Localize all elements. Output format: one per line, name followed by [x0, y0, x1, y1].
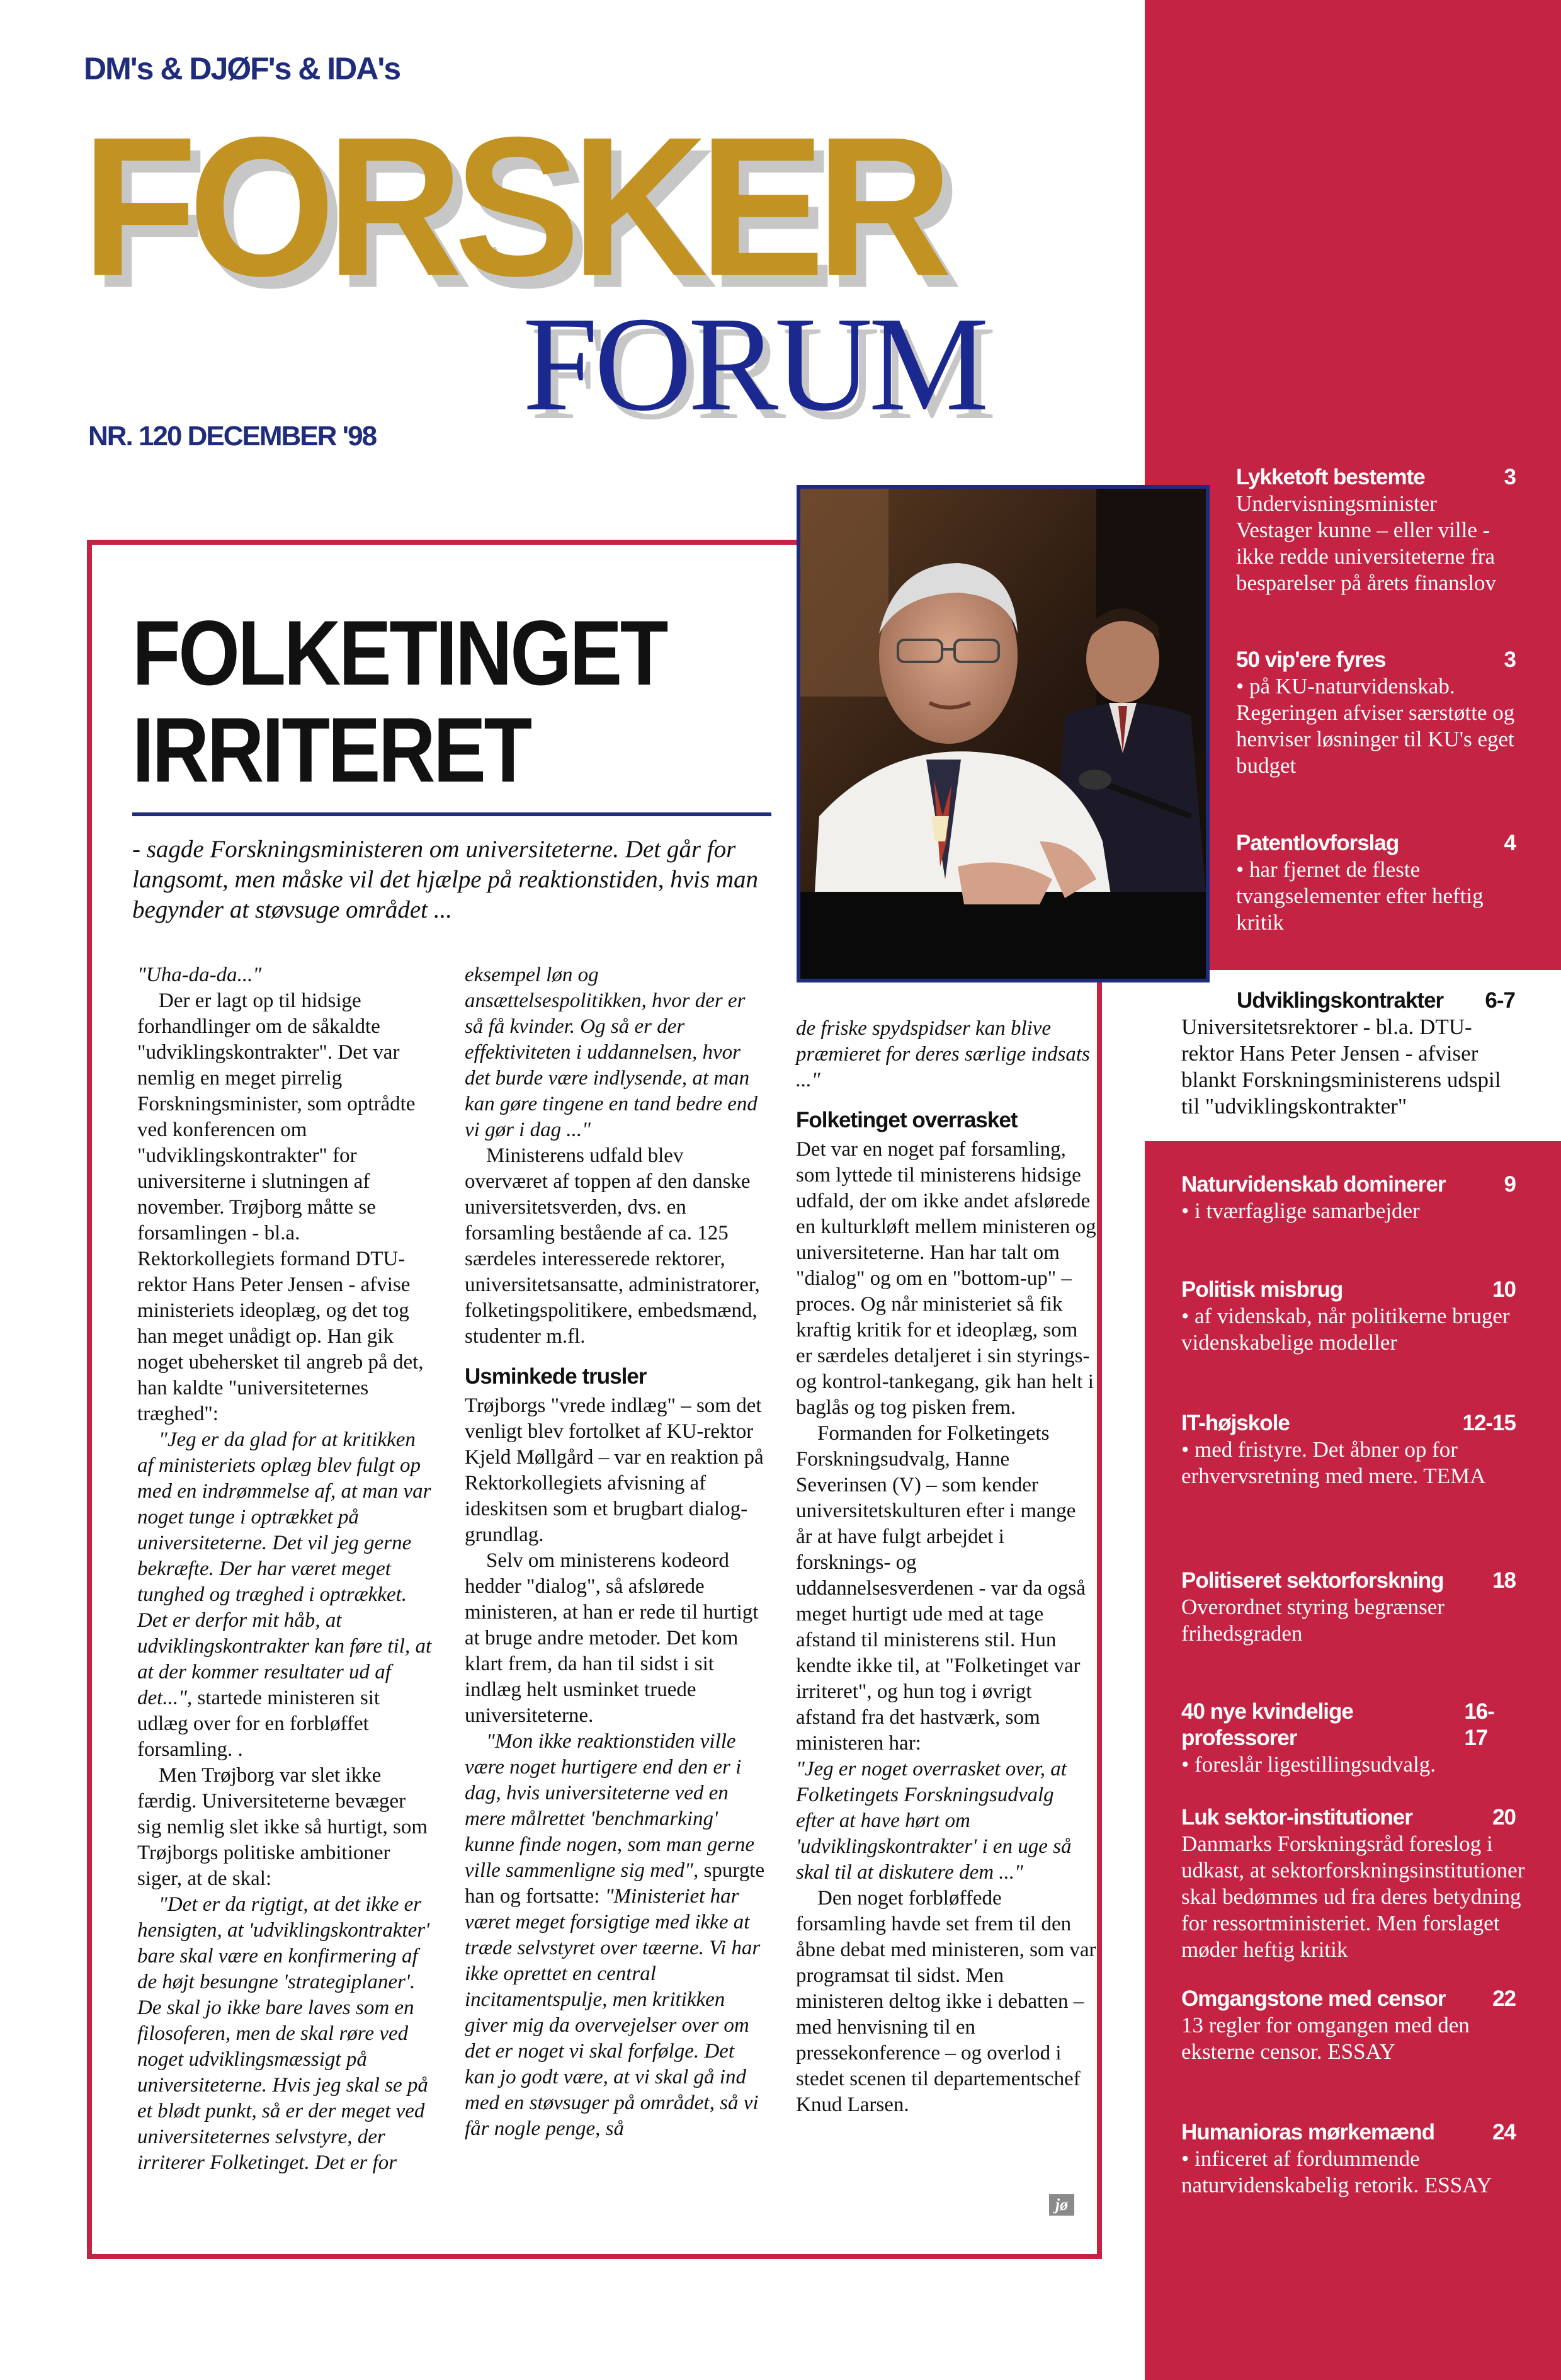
author-signature: jø	[1049, 2194, 1074, 2216]
toc-page: 9	[1504, 1172, 1516, 1197]
paragraph: Den noget forbløffede forsamling havde set frem til den åbne debat med ministeren, som var programsat til sidst. Men ministeren deltog ikke i debatten – med henvisning til en pressekonference – og overlod i stedet scenen til departementschef Knud Larsen.	[796, 1887, 1096, 2116]
toc-title: 50 vip'ere fyres	[1236, 647, 1386, 672]
paragraph: Ministerens udfald blev overværet af toppen af den danske universitetsverden, dvs. en forsamling bestående af ca. 125 særdeles interesserede rektorer, universitetsansatte, administratorer, folketingspolitikere, embedsmænd, studenter m.fl.	[465, 1144, 760, 1348]
headline-divider	[132, 812, 771, 816]
toc-page: 4	[1504, 831, 1516, 855]
publisher-line: DM's & DJØF's & IDA's	[84, 51, 400, 86]
toc-entry[interactable]	[1236, 647, 1516, 779]
toc-page: 22	[1492, 1986, 1516, 2011]
logo-forsker: FORSKER	[82, 95, 944, 317]
toc-desc: • af videnskab, når politikerne bruger videnskabelige modeller	[1181, 1304, 1510, 1355]
toc-title: Humanioras mørkemænd	[1181, 2120, 1435, 2144]
toc-entry[interactable]	[1181, 1699, 1516, 1778]
paragraph-text: startede ministeren sit udlæg over for en forbløffet forsamling. .	[137, 1687, 380, 1761]
quote: "Ministeriet har været meget forsigtige med ikke at træde selvstyret over tæerne. Vi har ikke oprettet en central incitamentspulje, men kritikken giver mig da overvejelser over om det er noget vi skal forfølge. Det kan jo godt være, at vi skal gå ind med en støvsuger på området, så vi får nogle penge, så	[465, 1885, 761, 2140]
toc-desc: Universitetsrektorer - bl.a. DTU-rektor Hans Peter Jensen - afviser blankt Forskningsministerens udspil til "udviklingskontrakter"	[1181, 1015, 1501, 1119]
toc-page: 16-17	[1464, 1699, 1494, 1750]
article-column-3	[796, 1016, 1096, 2118]
toc-title: Patentlovforslag	[1236, 831, 1399, 855]
toc-page: 12-15	[1462, 1411, 1516, 1435]
toc-title: Omgangstone med censor	[1181, 1986, 1446, 2011]
minister-photo	[797, 485, 1210, 982]
article-column-1	[137, 962, 432, 2176]
toc-entry[interactable]	[1181, 1804, 1534, 1963]
toc-desc: Overordnet styring begrænser frihedsgraden	[1181, 1595, 1445, 1646]
toc-desc: • foreslår ligestillingsudvalg.	[1181, 1752, 1436, 1777]
toc-entry[interactable]	[1181, 1410, 1516, 1489]
toc-entry[interactable]	[1181, 1986, 1516, 2065]
toc-desc: • inficeret af fordummende naturvidenskabelig retorik. ESSAY	[1181, 2146, 1492, 2197]
paragraph: Der er lagt op til hidsige forhandlinger om de såkaldte "udviklingskontrakter". Det var nemlig en meget pirrelig Forskningsminister, som optrådte ved konferencen om "udviklingskontrakter" for universiterne i slutningen af november. Trøjborg måtte se forsamlingen - bl.a. Rektorkollegiets formand DTU-rektor Hans Peter Jensen - afvise ministeriets ideoplæg, og det tog han meget unådigt op. Han gik noget ubehersket til angreb på det, han kaldte "universiteternes træghed":	[137, 989, 424, 1425]
toc-page: 6-7	[1485, 988, 1515, 1013]
toc-entry[interactable]	[1181, 2119, 1516, 2199]
toc-title: 40 nye kvindelige professorer	[1181, 1699, 1353, 1750]
toc-title: Politiseret sektorforskning	[1181, 1568, 1444, 1593]
toc-entry[interactable]	[1181, 1171, 1516, 1224]
paragraph: Det var en noget paf forsamling, som lyttede til ministerens hidsige udfald, der om ikke andet afslørede en kulturkløft mellem ministeren og universiteterne. Han har talt om "dialog" og om en "bottom-up" – proces. Og når ministeriet så fik kraftig kritik for et ideoplæg, som er særdeles detaljeret i sin styrings- og kontrol-tankegang, gik han helt i baglås og tog pisken frem.	[796, 1138, 1096, 1419]
toc-title: Naturvidenskab dominerer	[1181, 1172, 1446, 1197]
paragraph: Formanden for Folketingets Forskningsudvalg, Hanne Severinsen (V) – som kender universitetskulturen efter i mange år at have fulgt arbejdet i forsknings- og uddannelsesverdenen - var da også meget hurtigt ude med at tage afstand til ministerens stil. Hun kendte ikke til, at "Folketinget var irriteret", og hun tog i øvrigt afstand fra det hastværk, som ministeren har:	[796, 1422, 1086, 1755]
paragraph: Men Trøjborg var slet ikke færdig. Universiteterne bevæger sig nemlig slet ikke så hurtigt, som Trøjborgs politiske ambitioner siger, at de skal:	[137, 1764, 428, 1890]
toc-page: 3	[1504, 465, 1516, 489]
paragraph: Selv om ministerens kodeord hedder "dialog", så afslørede ministeren, at han er rede til hurtigt at bruge andre metoder. Det kom klart frem, da han til sidst i sit indlæg helt usminket truede universiteterne.	[465, 1549, 759, 1727]
toc-desc: • i tværfaglige samarbejder	[1181, 1199, 1420, 1223]
toc-page: 24	[1492, 2120, 1516, 2144]
toc-page: 10	[1492, 1277, 1516, 1302]
quote: "Mon ikke reaktionstiden ville være noget hurtigere end den er i dag, hvis universiteterne ved en mere målrettet 'benchmarking' kunne finde nogen, som man gerne ville sammenligne sig med",	[465, 1730, 755, 1882]
toc-title: Politisk misbrug	[1181, 1277, 1343, 1302]
quote: "Jeg er noget overrasket over, at Folketingets Forskningsudvalg efter at have hørt om 'udviklingskontrakter' i en uge så skal til at diskutere dem ..."	[796, 1758, 1072, 1884]
quote: de friske spydspidser kan blive præmieret for deres særlige indsats ..."	[796, 1017, 1090, 1091]
toc-page: 18	[1492, 1568, 1516, 1593]
paragraph-text: spurgte han og fortsatte:	[465, 1859, 765, 1908]
paragraph: Trøjborgs "vrede indlæg" – som det venligt blev fortolket af KU-rektor Kjeld Møllgård – var en reaktion på Rektorkollegiets afvisning af ideskitsen som et brugbart dialog-grundlag.	[465, 1394, 764, 1546]
quote: "Det er da rigtigt, at det ikke er hensigten, at 'udviklingskontrakter' bare skal være en konfirmering af de højt besungne 'strategiplaner'. De skal jo ikke bare laves som en filosoferen, men de skal røre ved noget udviklingsmæssigt på universiteterne. Hvis jeg skal se på et blødt punkt, så er der meget ved universiteternes selvstyre, der irriterer Folketinget. Det er for	[137, 1893, 430, 2174]
toc-desc: • med fristyre. Det åbner op for erhvervsretning med mere. TEMA	[1181, 1437, 1486, 1488]
toc-desc: • på KU-naturvidenskab. Regeringen afviser særstøtte og henviser løsninger til KU's eget budget	[1236, 674, 1515, 778]
quote: eksempel løn og ansættelsespolitikken, hvor der er så få kvinder. Og så er der effektiviteten i uddannelsen, hvor det burde være indlysende, at man kan gøre tingene en tand bedre end vi gør i dag ..."	[465, 964, 758, 1141]
quote-paragraph	[137, 1427, 432, 1763]
toc-entry[interactable]	[1236, 830, 1516, 936]
paragraph: "Uha-da-da..."	[137, 964, 262, 986]
toc-title: Luk sektor-institutioner	[1181, 1805, 1412, 1830]
toc-desc: • har fjernet de fleste tvangselementer efter heftig kritik	[1236, 857, 1484, 935]
quote: "Jeg er da glad for at kritikken af ministeriets oplæg blev fulgt op med en indrømmelse af, at man var noget tunge i optrækket på universiteterne. Det vil jeg gerne bekræfte. Der har været meget tunghed og træghed i optrækket. Det er derfor mit håb, at udviklingskontrakter kan føre til, at at der kommer resultater ud af det...",	[137, 1428, 432, 1709]
toc-page: 20	[1492, 1805, 1516, 1830]
article-headline: FOLKETINGET IRRITERET	[132, 601, 667, 801]
toc-entry-highlighted[interactable]	[1181, 988, 1515, 1120]
toc-entry[interactable]	[1181, 1568, 1516, 1647]
issue-number: NR. 120 DECEMBER '98	[88, 421, 377, 452]
toc-title: IT-højskole	[1181, 1411, 1290, 1435]
toc-desc: 13 regler for omgangen med den eksterne censor. ESSAY	[1181, 2013, 1470, 2064]
toc-title: Udviklingskontrakter	[1237, 988, 1444, 1013]
article-deck: - sagde Forskningsministeren om universiteterne. Det går for langsomt, men måske vil det hjælpe på reaktionstiden, hvis man begynder at støvsuge området ...	[132, 836, 758, 923]
toc-entry[interactable]	[1236, 464, 1516, 596]
subheading: Usminkede trusler	[465, 1364, 647, 1389]
logo-forum: FORUM	[523, 288, 985, 439]
article-column-2	[465, 962, 766, 2142]
subheading: Folketinget overrasket	[796, 1108, 1018, 1132]
toc-desc: Danmarks Forskningsråd foreslog i udkast, at sektorforskningsinstitutioner skal bedømmes ud fra deres betydning for ressortministeriet. Men forslaget møder heftig kritik	[1181, 1831, 1525, 1962]
toc-entry[interactable]	[1181, 1277, 1516, 1356]
quote-paragraph	[465, 1729, 766, 2142]
photo-illustration	[800, 489, 1206, 979]
toc-desc: Undervisningsminister Vestager kunne – eller ville - ikke redde universiteterne fra besparelser på årets finanslov	[1236, 491, 1497, 595]
toc-page: 3	[1504, 647, 1516, 672]
toc-title: Lykketoft bestemte	[1236, 465, 1425, 489]
